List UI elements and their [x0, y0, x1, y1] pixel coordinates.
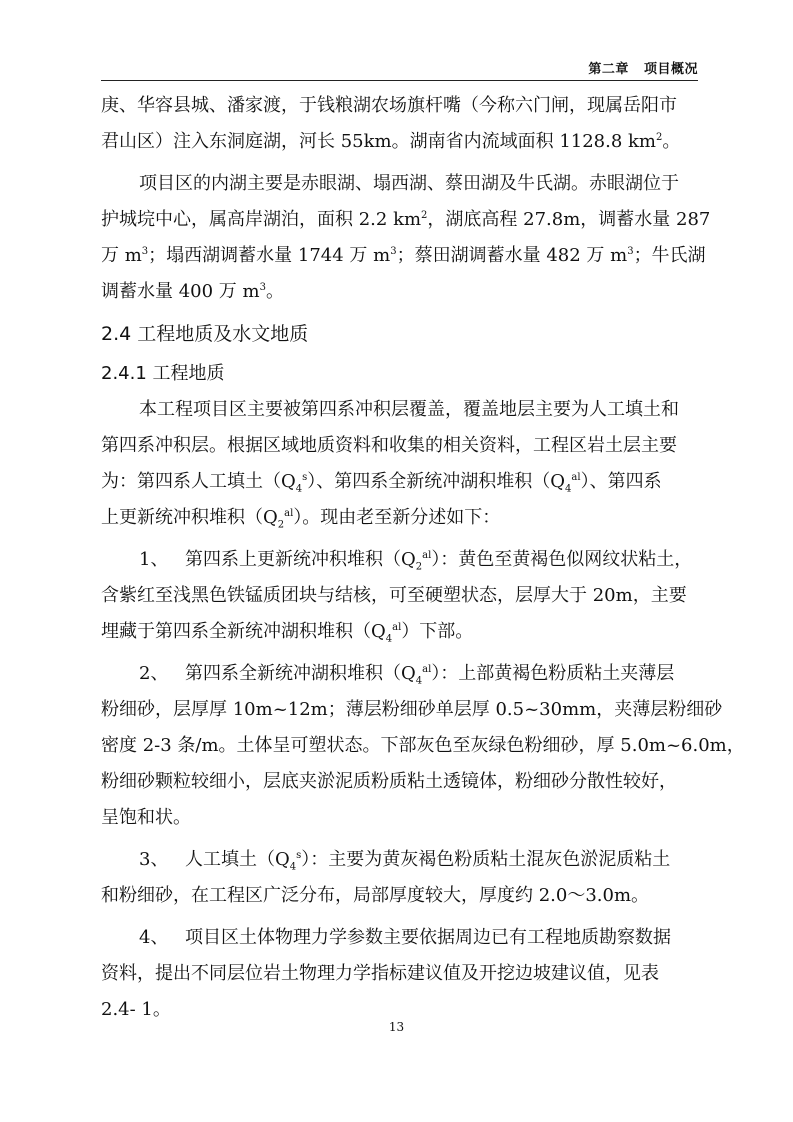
item-number: 4、 — [139, 927, 169, 948]
paragraph-line: 君山区）注入东洞庭湖，河长 55km。湖南省内流域面积 1128.8 $km^2$。 — [101, 131, 681, 152]
paragraph-line: 埋藏于第四系全新统冲湖积堆积$(Q_4^{al})$下部。 — [101, 621, 474, 645]
chapter-title: 项目概况 — [643, 62, 698, 77]
item-number: 1、 — [139, 549, 169, 570]
paragraph-line: 2.4- 1。 — [101, 999, 171, 1020]
paragraph-line: 调蓄水量 400 万 $m^3$。 — [101, 281, 284, 302]
paragraph-line: 粉细砂颗粒较细小，层底夹淤泥质粉质粘土透镜体，粉细砂分散性较好， — [101, 771, 677, 792]
running-title — [588, 58, 698, 77]
paragraph-line: 上更新统冲积堆积$(Q_2^{al})$。现由老至新分述如下： — [101, 507, 501, 531]
paragraph-line: 护城垸中心，属高岸湖泊，面积 2.2 $km^2$，湖底高程 27.8m，调蓄水量 287 — [101, 209, 711, 230]
paragraph-line: 为：第四系人工填土$(Q_4^s)$、第四系全新统冲湖积堆积$(Q_4^{al})$、第四系 — [101, 471, 662, 495]
paragraph-line: 密度 2-3 条/m。土体呈可塑状态。下部灰色至灰绿色粉细砂，厚 5.0m~6.0m， — [101, 735, 745, 756]
list-item: 1、 第四系上更新统冲积堆积$(Q_2^{al})$：黄色至黄褐色似网纹状粘土， — [101, 542, 698, 578]
subsection-heading: 2.4.1 工程地质 — [101, 363, 225, 384]
paragraph-line: 本工程项目区主要被第四系冲积层覆盖，覆盖地层主要为人工填土和 — [139, 399, 679, 420]
section-heading: 2.4 工程地质及水文地质 — [101, 323, 309, 345]
paragraph-line: 含紫红至浅黑色铁锰质团块与结核，可至硬塑状态，层厚大于 20m，主要 — [101, 585, 687, 606]
paragraph-line: 资料，提出不同层位岩土物理力学指标建议值及开挖边坡建议值，见表 — [101, 963, 659, 984]
paragraph-line: 项目区的内湖主要是赤眼湖、塌西湖、蔡田湖及牛氏湖。赤眼湖位于 — [139, 173, 679, 194]
paragraph-line: 万 $m^3$；塌西湖调蓄水量 1744 万 $m^3$；蔡田湖调蓄水量 482 万 $m^3$；牛氏湖 — [101, 245, 706, 266]
page-header — [101, 56, 698, 81]
chapter-label: 第二章 — [588, 62, 629, 77]
list-item: 2、 第四系全新统冲湖积堆积$(Q_4^{al})$：上部黄褐色粉质粘土夹薄层 — [101, 656, 698, 692]
paragraph-line: 第四系冲积层。根据区域地质资料和收集的相关资料，工程区岩土层主要 — [101, 435, 677, 456]
item-number: 2、 — [139, 663, 169, 684]
paragraph-line: 庚、华容县城、潘家渡，于钱粮湖农场旗杆嘴（今称六门闸，现属岳阳市 — [101, 95, 677, 116]
paragraph-line: 和粉细砂，在工程区广泛分布，局部厚度较大，厚度约 2.0～3.0m。 — [101, 885, 650, 906]
page-number: 13 — [388, 1020, 405, 1034]
list-item: 4、 项目区土体物理力学参数主要依据周边已有工程地质勘察数据 — [101, 920, 698, 956]
paragraph-line: 呈饱和状。 — [101, 807, 191, 828]
item-number: 3、 — [139, 849, 169, 870]
page-body — [101, 88, 745, 1028]
paragraph-line: 粉细砂，层厚厚 10m~12m；薄层粉细砂单层厚 0.5~30mm，夹薄层粉细砂 — [101, 699, 723, 720]
list-item: 3、 人工填土$(Q_4^s)$：主要为黄灰褐色粉质粘土混灰色淤泥质粘土 — [101, 842, 698, 878]
